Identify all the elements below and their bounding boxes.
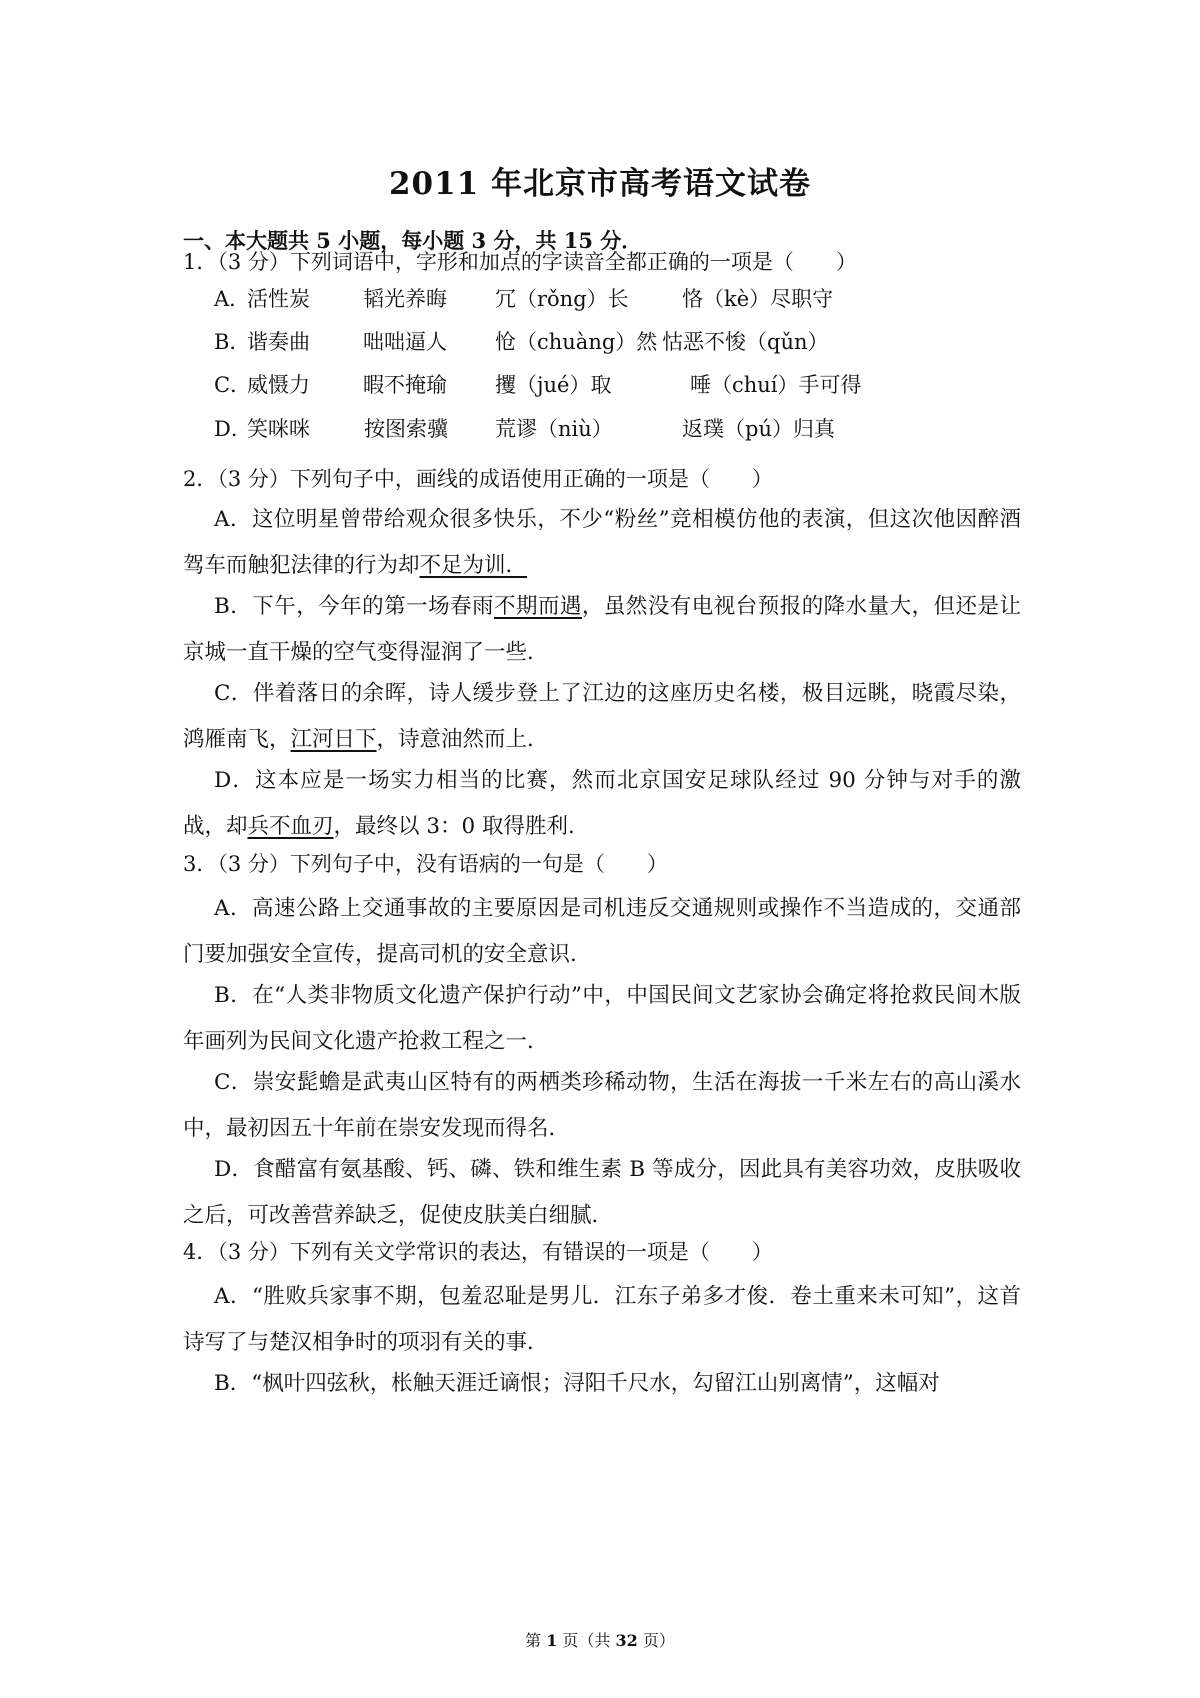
option-word: 韬光养晦 (363, 287, 447, 311)
question-1-stem: 1．（3 分）下列词语中，字形和加点的字读音全都正确的一项是（ ） (183, 250, 857, 274)
question-4-stem: 4．（3 分）下列有关文学常识的表达，有错误的一项是（ ） (183, 1240, 773, 1264)
page-title: 2011 年北京市高考语文试卷 (388, 166, 812, 202)
q3-option-a: A．高速公路上交通事故的主要原因是司机违反交通规则或操作不当造成的，交通部门要加强安全宣传，提高司机的安全意识． (183, 896, 1021, 967)
q4-option-b: B．“枫叶四弦秋，枨触天涯迁谪恨；浔阳千尺水，勾留江山别离情”，这幅对 (214, 1371, 940, 1396)
option-word: 荒谬（niù） (495, 417, 613, 441)
q2-option-c (183, 671, 1021, 763)
option-word: 按图索骥 (364, 417, 448, 441)
underlined-idiom: 不期而遇 (494, 594, 582, 619)
page-footer (0, 1628, 1200, 1651)
option-word: 笑咪咪 (247, 417, 310, 441)
option-label: B． (214, 330, 251, 354)
option-word: 活性炭 (247, 287, 310, 311)
question-3-stem: 3．（3 分）下列句子中，没有语病的一句是（ ） (183, 852, 668, 876)
option-text: ，最终以 3：0 取得胜利． (333, 814, 590, 839)
q3-option-d: D．食醋富有氨基酸、钙、磷、铁和维生素 B 等成分，因此具有美容功效，皮肤吸收之后，可改善营养缺乏，促使皮肤美白细腻． (183, 1157, 1021, 1228)
q3-option-c: C．崇安髭蟾是武夷山区特有的两栖类珍稀动物，生活在海拔一千米左右的高山溪水中，最初因五十年前在崇安发现而得名． (183, 1070, 1021, 1141)
option-word: 暇不掩瑜 (363, 373, 447, 397)
option-text: C．伴着落日的余晖，诗人缓步登上了江边的这座历史名楼，极目远眺，晓霞尽染，鸿雁南飞， (183, 681, 1021, 752)
footer-text: 第 (525, 1631, 547, 1650)
option-word: 谐奏曲 (247, 330, 310, 354)
option-word: 怙恶不悛（qǔn） (662, 330, 829, 354)
option-text: ，诗意油然而上． (376, 727, 549, 752)
option-label: D． (214, 417, 252, 441)
option-text: D．这本应是一场实力相当的比赛，然而北京国安足球队经过 90 分钟与对手的激战，却 (183, 768, 1021, 839)
option-word: 怆（chuàng）然 (495, 330, 658, 354)
footer-text: 页（共 (557, 1631, 616, 1650)
underlined-idiom: 江河日下 (290, 727, 377, 752)
section-heading: 一、本大题共 5 小题，每小题 3 分，共 15 分． (183, 228, 643, 253)
q2-option-a (183, 497, 1021, 589)
option-word: 冗（rǒng）长 (495, 287, 629, 311)
underlined-idiom: 兵不血刃 (247, 814, 334, 839)
q2-option-d (183, 758, 1021, 850)
option-word: 返璞（pú）归真 (682, 417, 835, 441)
option-label: C． (214, 373, 252, 397)
underlined-idiom: 不足为训． (419, 553, 528, 578)
footer-text: 页） (637, 1631, 675, 1650)
option-text: A．这位明星曾带给观众很多快乐，不少“粉丝”竞相模仿他的表演，但这次他因醉酒驾车而触犯法律的行为却 (183, 507, 1021, 578)
option-word: 攫（jué）取 (495, 373, 612, 397)
q2-option-b (183, 584, 1021, 676)
q4-option-a: A．“胜败兵家事不期，包羞忍耻是男儿．江东子弟多才俊．卷土重来未可知”，这首诗写了与楚汉相争时的项羽有关的事． (183, 1284, 1021, 1355)
footer-total-pages: 32 (615, 1631, 638, 1650)
question-2-stem: 2．（3 分）下列句子中，画线的成语使用正确的一项是（ ） (183, 467, 773, 491)
option-text: ，虽然没有电视台预报的降水量大，但还是让京城一直干燥的空气变得湿润了一些． (183, 594, 1021, 665)
option-word: 咄咄逼人 (363, 330, 447, 354)
option-word: 唾（chuí）手可得 (690, 373, 862, 397)
option-word: 恪（kè）尽职守 (682, 287, 834, 311)
option-word: 威慑力 (247, 373, 310, 397)
q3-option-b: B．在“人类非物质文化遗产保护行动”中，中国民间文艺家协会确定将抢救民间木版年画列为民间文化遗产抢救工程之一． (183, 983, 1021, 1054)
option-text: B．下午，今年的第一场春雨 (214, 594, 494, 619)
option-label: A． (214, 287, 251, 311)
footer-page-number: 1 (546, 1631, 558, 1650)
